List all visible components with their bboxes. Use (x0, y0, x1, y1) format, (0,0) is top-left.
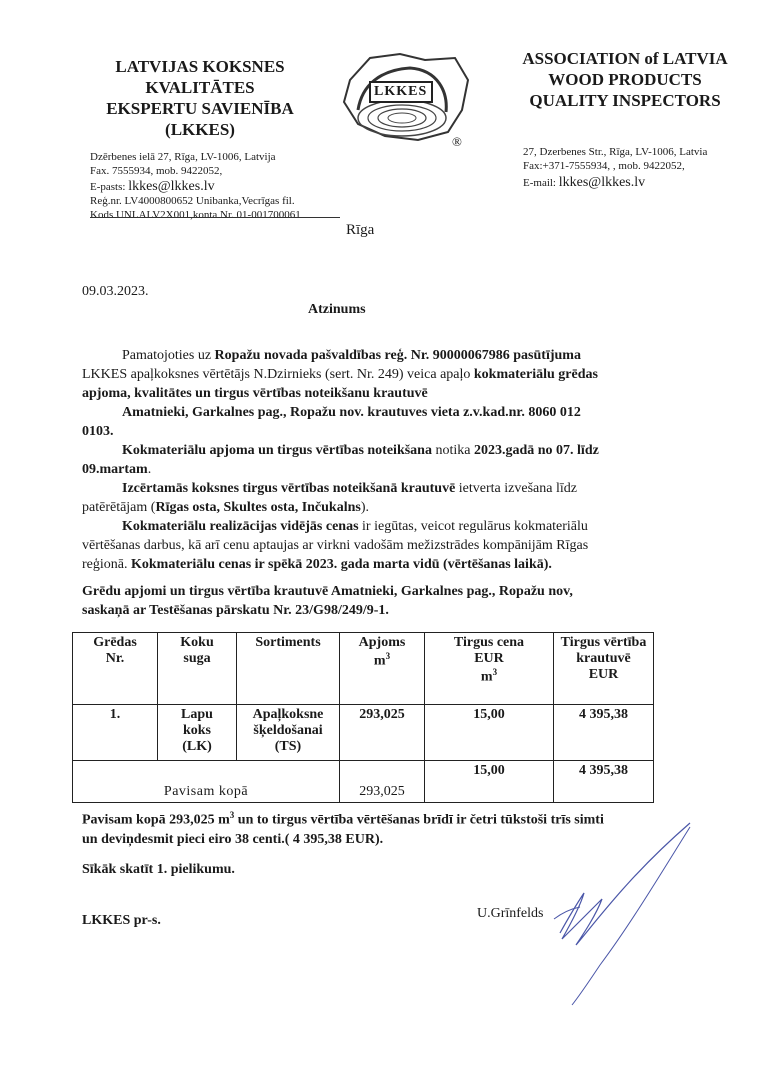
total-label-text: Pavisam kopā (163, 784, 249, 799)
org-name-lv-line: KVALITĀTES (145, 78, 255, 97)
text: apjoma, kvalitātes un tirgus vērtības noteikšanu krautuvē (82, 386, 428, 401)
reg-number: Reģ.nr. LV4000800652 Unibanka,Vecrīgas fil. (90, 195, 295, 207)
text: 09.martam (82, 462, 148, 477)
email-label: E-pasts: (90, 181, 129, 193)
text: Ropažu novada pašvaldības reģ. Nr. 90000067986 pasūtījuma (214, 348, 581, 363)
email-lv-line (90, 180, 340, 194)
cell-volume: 293,025 (340, 705, 425, 761)
text: Kokmateriālu realizācijas vidējās cenas (122, 519, 359, 534)
cell-line: (LK) (182, 739, 212, 754)
header-pile-no (73, 633, 158, 705)
table-row (73, 705, 654, 761)
lkkes-logo (330, 40, 480, 150)
org-name-lv-line: EKSPERTU SAVIENĪBA (106, 99, 294, 118)
table-header-row (73, 633, 654, 705)
paragraph-1 (82, 346, 658, 441)
table-total-row (73, 761, 654, 803)
text: 2023.gadā no 07. līdz (473, 443, 599, 458)
see-appendix: Sīkāk skatīt 1. pielikumu. (82, 862, 235, 877)
text: ir iegūtas, veicot regulārus kokmateriālu (358, 519, 588, 534)
address-en: 27, Dzerbenes Str., Rīga, LV-1006, Latvia (523, 146, 708, 158)
text: Rīgas osta, Skultes osta, Inčukalns (155, 500, 361, 515)
cell-line: Lapu (181, 707, 213, 722)
header-text: Tirgus cena (453, 635, 525, 650)
bank-code: Kods UNLALV2X001,konta Nr. 01-001700061 (90, 209, 301, 221)
org-name-en (500, 48, 750, 111)
text: notika (431, 443, 474, 458)
header-text: Nr. (105, 651, 125, 666)
text: patērētājam ( (82, 500, 156, 515)
paragraph-3b (82, 498, 658, 517)
cell-value: 4 395,38 (554, 705, 654, 761)
header-text: Tirgus vērtība (560, 635, 647, 650)
total-volume-text: 293,025 (359, 784, 405, 799)
org-name-en-line: WOOD PRODUCTS (548, 70, 702, 89)
cell-line: šķeldošanai (253, 723, 323, 738)
cell-line: (TS) (274, 739, 302, 754)
unit: m (480, 669, 493, 685)
unit-exponent: 3 (385, 651, 391, 661)
fax-lv: Fax. 7555934, mob. 9422052, (90, 165, 223, 177)
cell-pile-no: 1. (73, 705, 158, 761)
address-lv: Dzērbenes ielā 27, Rīga, LV-1006, Latvija (90, 151, 276, 163)
text: Pamatojoties uz (122, 348, 215, 363)
text: . (147, 462, 152, 477)
registered-mark: ® (452, 134, 462, 149)
text: un to tirgus vērtība vērtēšanas brīdī ir četri tūkstoši trīs simti (234, 812, 604, 828)
header-text: Koku (180, 635, 214, 650)
contact-lv (90, 150, 340, 222)
city: Rīga (346, 222, 375, 238)
header-value (554, 633, 654, 705)
header-price (425, 633, 554, 705)
header-text: Apjoms (358, 635, 406, 650)
text: Amatnieki, Garkalnes pag., Ropažu nov. krautuves vieta z.v.kad.nr. 8060 012 (122, 405, 581, 420)
header-text: Grēdas (93, 635, 137, 650)
text: reģionā. (82, 557, 131, 572)
total-price: 15,00 (425, 761, 554, 803)
email-lv: lkkes@lkkes.lv (128, 179, 215, 194)
caption-line: Grēdu apjomi un tirgus vērtība krautuvē Amatnieki, Garkalnes pag., Ropažu nov, (82, 584, 573, 599)
email-en-line (523, 176, 753, 190)
text: ietverta izvešana līdz (455, 481, 577, 496)
document-date: 09.03.2023. (82, 284, 149, 299)
unit-exponent: 3 (229, 810, 235, 820)
header-text: krautuvē (576, 651, 631, 666)
text: 0103. (82, 424, 114, 439)
header-species (158, 633, 237, 705)
paragraph-4 (82, 517, 658, 536)
summary-line: un deviņdesmit pieci eiro 38 centi.( 4 395,38 EUR). (82, 831, 384, 847)
header-rule (90, 217, 340, 218)
email-label: E-mail: (523, 177, 559, 189)
cell-line: koks (182, 723, 212, 738)
header-unit (344, 651, 420, 670)
text: kokmateriālu grēdas (473, 367, 598, 382)
paragraph-2 (82, 441, 658, 460)
caption-line: saskaņā ar Testēšanas pārskatu Nr. 23/G98/249/9-1. (82, 603, 389, 618)
logo-text: LKKES (374, 84, 428, 99)
org-name-lv (80, 56, 320, 140)
handwritten-signature (540, 815, 700, 1015)
signer-title: LKKES pr-s. (82, 913, 161, 928)
text: Pavisam kopā 293,025 m (82, 812, 230, 828)
org-name-en-line: QUALITY INSPECTORS (529, 91, 721, 110)
org-name-lv-line: LATVIJAS KOKSNES (115, 57, 285, 76)
cell-line: Apaļkoksne (252, 707, 324, 722)
text: LKKES apaļkoksnes vērtētājs N.Dzirnieks (sert. Nr. 249) veica apaļo (82, 367, 474, 382)
header-text: suga (183, 651, 211, 666)
header-text: EUR (588, 667, 619, 682)
paragraph-2b (82, 460, 658, 479)
paragraph-4b (82, 536, 658, 574)
header-text: EUR (474, 651, 504, 666)
unit-exponent: 3 (492, 667, 498, 677)
text: ). (360, 500, 370, 515)
valuation-table (72, 632, 654, 803)
fax-en: Fax:+371-7555934, , mob. 9422052, (523, 160, 685, 172)
text: Kokmateriālu apjoma un tirgus vērtības noteikšana (122, 443, 432, 458)
org-name-en-line: ASSOCIATION of LATVIA (522, 49, 728, 68)
text: Kokmateriālu cenas ir spēkā 2023. gada marta vidū (vērtēšanas laikā). (130, 557, 552, 572)
org-name-lv-line: (LKKES) (165, 120, 235, 139)
total-label (73, 761, 340, 803)
text: vērtēšanas darbus, kā arī cenu aptaujas ar virkni vadošām mežizstrādes kompānijām Rīgas (82, 538, 589, 553)
email-en: lkkes@lkkes.lv (558, 175, 646, 190)
total-volume (340, 761, 425, 803)
header-unit (429, 667, 549, 686)
body-text (82, 346, 658, 574)
unit: m (373, 653, 386, 669)
paragraph-3 (82, 479, 658, 498)
text: Izcērtamās koksnes tirgus vērtības noteikšanā krautuvē (122, 481, 456, 496)
table-caption (82, 582, 662, 620)
header-volume (340, 633, 425, 705)
contact-en (523, 145, 753, 190)
header-assortment: Sortiments (237, 633, 340, 705)
cell-assortment (237, 705, 340, 761)
cell-price: 15,00 (425, 705, 554, 761)
cell-species (158, 705, 237, 761)
total-value: 4 395,38 (554, 761, 654, 803)
document-title: Atzinums (308, 302, 366, 317)
signer-name: U.Grīnfelds (477, 906, 544, 921)
